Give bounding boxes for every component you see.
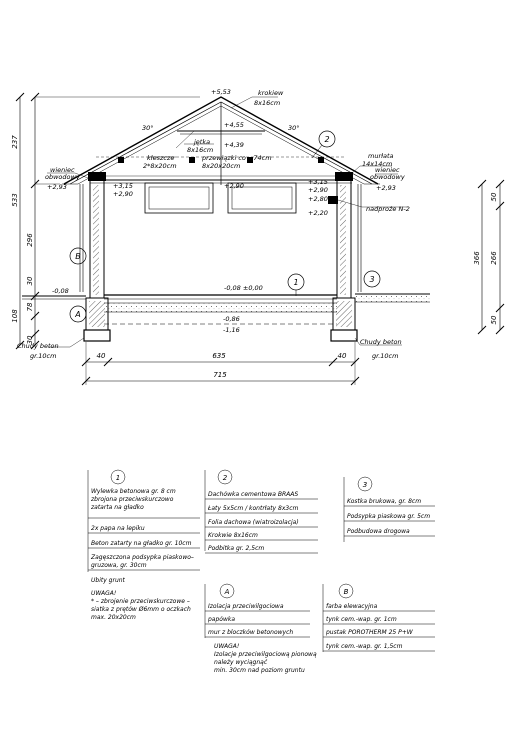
lintel <box>328 196 338 204</box>
legend-B-item: tynk cem.-wap. gr. 1cm <box>326 616 397 623</box>
label-kleszcze: kleszcze <box>147 154 175 162</box>
label-przewiazki-size: 8x20x20cm <box>202 162 241 170</box>
legend-A-marker: A <box>224 588 230 596</box>
legend-A-note-title: UWAGA! <box>214 643 240 650</box>
legend-A-item: mur z bloczków betonowych <box>208 629 294 636</box>
legend-2-marker: 2 <box>222 474 228 482</box>
label-wieniec-left-2: obwodowy <box>45 173 80 181</box>
windows <box>145 183 296 213</box>
dimension-labels <box>11 135 498 379</box>
svg-text:1: 1 <box>293 278 299 287</box>
legend-A-item: papówka <box>208 616 236 623</box>
svg-text:3: 3 <box>369 275 375 284</box>
label-chudy-left: Chudy beton <box>17 342 59 350</box>
svg-text:2: 2 <box>324 135 330 144</box>
legend-2-item: Folia dachowa (wiatroizolacja) <box>208 519 299 526</box>
level-ridge: +5,53 <box>211 88 231 96</box>
legend-3-item: Kostka brukowa, gr. 8cm <box>347 498 422 505</box>
level-right-290: +2,90 <box>308 186 328 194</box>
level-right-280: +2,80 <box>308 195 328 203</box>
legend-2-item: Dachówka cementowa BRAAS <box>208 491 299 498</box>
legend-text <box>90 474 430 674</box>
legend-A-note: min. 30cm nad poziom gruntu <box>214 667 305 674</box>
ring-beam-right <box>335 172 353 181</box>
svg-text:366: 366 <box>473 251 481 265</box>
legend-1-item: gruzowa, gr. 30cm <box>91 562 147 569</box>
label-jetka-size: 8x16cm <box>187 146 214 154</box>
label-przewiazki: przewiązki co ~74cm <box>202 154 272 162</box>
legend-1-item: zbrojona przeciwskurczowo <box>91 496 174 503</box>
label-chudy-left-2: gr.10cm <box>30 352 57 360</box>
legend-3-item: Podbudowa drogowa <box>347 528 410 535</box>
legend-A-note: Izolacje przeciwilgociową pionową <box>214 651 317 658</box>
svg-text:B: B <box>75 252 81 261</box>
svg-text:40: 40 <box>96 352 106 360</box>
level-ground-left: -0,08 <box>52 287 69 295</box>
label-murlata: murłata <box>368 152 394 160</box>
legend-1-item: Zagęszczona podsypka piaskowo– <box>91 554 194 561</box>
label-wieniec-left: wieniec <box>50 166 75 174</box>
legend-1-item: 2x papa na lepiku <box>91 525 145 532</box>
legend-1-note: siatka z prętów Ø6mm o oczkach <box>91 606 191 613</box>
label-murlata-size: 14x14cm <box>362 160 393 168</box>
legend-B-item: pustak POROTHERM 25 P+W <box>326 629 413 636</box>
svg-text:266: 266 <box>490 251 498 265</box>
legend-3-item: Podsypka piaskowa gr. 5cm <box>347 513 431 520</box>
level-ceiling: +4,39 <box>224 141 244 149</box>
legend-3-marker: 3 <box>362 481 368 489</box>
svg-text:533: 533 <box>11 193 19 207</box>
roof <box>62 97 380 185</box>
level-footing-top: -0,86 <box>223 315 240 323</box>
label-chudy-right-2: gr.10cm <box>372 352 399 360</box>
svg-text:237: 237 <box>11 135 19 149</box>
level-window-head: +2,90 <box>224 182 244 190</box>
legend-1-note: max. 20x20cm <box>91 614 136 621</box>
legend-A-note: należy wyciągnąć <box>214 659 268 666</box>
svg-text:296: 296 <box>26 233 34 247</box>
legend-1-marker: 1 <box>115 474 121 482</box>
svg-text:635: 635 <box>212 352 226 360</box>
legend-1-note: * – zbrojenie przeciwskurczowe – <box>91 598 190 605</box>
label-krokiew: krokiew <box>258 89 284 97</box>
svg-text:108: 108 <box>11 309 19 323</box>
level-left-315: +3,15 <box>113 182 133 190</box>
legend-1-item: zatarta na gładko <box>91 504 144 511</box>
svg-text:30: 30 <box>26 276 34 286</box>
level-collar: +4,55 <box>224 121 244 129</box>
svg-text:50: 50 <box>490 192 498 202</box>
svg-text:50: 50 <box>490 315 498 325</box>
legend-B-item: farba elewacyjna <box>326 603 378 610</box>
label-chudy-right: Chudy beton <box>360 338 402 346</box>
legend-2-item: Krokwie 8x16cm <box>208 532 258 539</box>
level-right-293: +2,93 <box>376 184 396 192</box>
legend-1-note-title: UWAGA! <box>91 590 117 597</box>
legend-2-item: Podbitka gr. 2,5cm <box>208 545 265 552</box>
level-left-290: +2,90 <box>113 190 133 198</box>
legend-1-item: Wylewka betonowa gr. 8 cm <box>91 488 176 495</box>
ring-beam-left <box>88 172 106 181</box>
label-wieniec-right-2: obwodowy <box>370 173 405 181</box>
level-footing-bottom: -1,16 <box>223 326 240 334</box>
level-right-220: +2,20 <box>308 209 328 217</box>
legend-2-item: Łaty 5x5cm / kontrłaty 8x3cm <box>208 505 299 512</box>
legend-1-item: Ubity grunt <box>91 577 125 584</box>
svg-text:A: A <box>75 310 81 319</box>
legend-A-item: Izolacja przeciwilgociowa <box>208 603 284 610</box>
svg-text:715: 715 <box>213 371 227 379</box>
svg-text:78: 78 <box>26 302 34 312</box>
legend-B-item: tynk cem.-wap. gr. 1,5cm <box>326 643 403 650</box>
svg-text:40: 40 <box>337 352 347 360</box>
svg-text:30: 30 <box>26 335 34 345</box>
label-angle-right: 30° <box>288 124 300 132</box>
label-nadproze: nadproże N-2 <box>366 205 410 213</box>
level-floor: -0,08 ±0,00 <box>224 284 263 292</box>
label-krokiew-size: 8x16cm <box>254 99 281 107</box>
legend-1-item: Beton zatarty na gładko gr. 10cm <box>91 540 192 547</box>
label-angle-left: 30° <box>142 124 154 132</box>
legend-B-marker: B <box>343 588 349 596</box>
label-jetka: jętka <box>194 138 211 146</box>
level-left-wall-top: +2,93 <box>47 183 67 191</box>
level-right-315: +3,15 <box>308 178 328 186</box>
label-kleszcze-size: 2*8x20cm <box>143 162 177 170</box>
label-wieniec-right: wieniec <box>375 166 400 174</box>
